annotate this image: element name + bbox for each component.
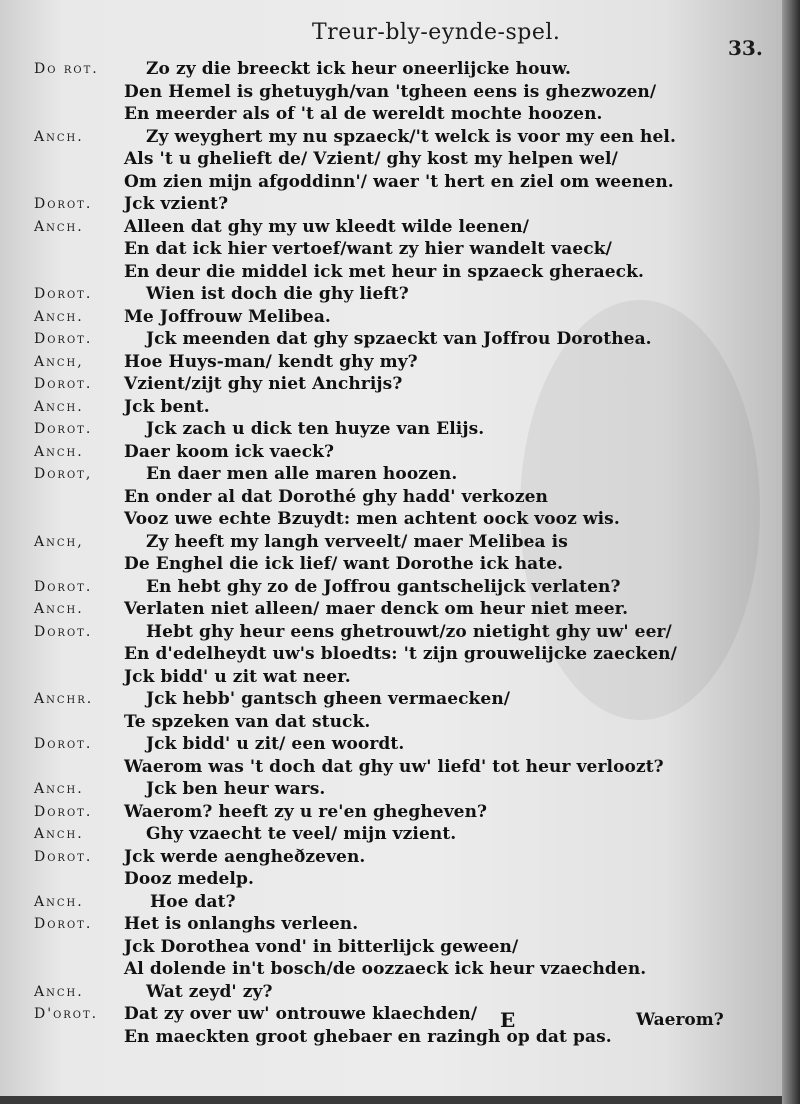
speaker-name: Anch,	[34, 533, 84, 550]
verse-text: Jck hebb' gantsch gheen vermaecken/	[146, 689, 511, 709]
verse-line	[0, 171, 782, 194]
verse-line	[0, 801, 782, 824]
speaker-name: Anch.	[34, 218, 84, 235]
verse-text: Alleen dat ghy my uw kleedt wilde leenen/	[124, 216, 530, 237]
speaker-name: Anch.	[34, 781, 84, 797]
catchword: Waerom?	[636, 1010, 724, 1030]
verse-line	[0, 373, 782, 396]
verse-text: De Enghel die ick lief/ want Dorothe ick hate.	[124, 554, 564, 574]
verse-text: En deur die middel ick met heur in spzaeck gheraeck.	[124, 261, 644, 282]
verse-text: Hoe dat?	[150, 891, 236, 912]
verse-text: En dat ick hier vertoef/want zy hier wandelt vaeck/	[124, 239, 612, 259]
verse-line	[0, 103, 782, 126]
verse-text: Zy heeft my langh verveelt/ maer Melibea is	[146, 531, 568, 552]
verse-line	[0, 553, 782, 576]
verse-line	[0, 306, 782, 329]
speaker-name: Dorot.	[34, 286, 93, 302]
verse-text: Waerom was 't doch dat ghy uw' liefd' tot heur verloozt?	[124, 756, 664, 777]
verse-line	[0, 936, 782, 959]
verse-line	[0, 463, 782, 486]
verse-text: En maeckten groot ghebaer en razingh op dat pas.	[124, 1026, 612, 1047]
verse-text: Den Hemel is ghetuygh/van 'tgheen eens is ghezwozen/	[124, 81, 657, 102]
speaker-name: Anch,	[34, 353, 84, 370]
book-edge-shadow	[782, 0, 800, 1104]
verse-text: Te spzeken van dat stuck.	[124, 711, 371, 732]
signature-mark: E	[500, 1008, 516, 1032]
verse-line	[0, 216, 782, 239]
speaker-name: Do rot.	[34, 61, 99, 77]
verse-line	[0, 688, 782, 711]
speaker-name: Dorot.	[34, 196, 93, 212]
verse-line	[0, 666, 782, 689]
verse-line	[0, 441, 782, 464]
verse-text: Het is onlanghs verleen.	[124, 914, 359, 934]
verse-text: Verlaten niet alleen/ maer denck om heur niet meer.	[124, 599, 629, 619]
verse-text: Jck vzient?	[124, 194, 229, 214]
verse-line	[0, 891, 782, 914]
speaker-name: Dorot.	[34, 376, 93, 392]
verse-text: Jck zach u dick ten huyze van Elijs.	[146, 419, 485, 439]
verse-text: Me Joffrouw Melibea.	[124, 306, 331, 327]
verse-text: Jck Dorothea vond' in bitterlijck geween/	[124, 936, 519, 957]
verse-line	[0, 351, 782, 374]
running-title: Treur-bly-eynde-spel.	[312, 20, 561, 45]
verse-text: Daer koom ick vaeck?	[124, 441, 335, 462]
page-number: 33.	[728, 36, 763, 60]
verse-text: Al dolende in't bosch/de oozzaeck ick heur vzaechden.	[124, 959, 647, 979]
speaker-name: Dorot.	[34, 623, 93, 640]
verse-text: Vooz uwe echte Bzuydt: men achtent oock vooz wis.	[124, 509, 620, 529]
verse-line	[0, 823, 782, 846]
verse-text: Zy weyghert my nu spzaeck/'t welck is voor my een hel.	[146, 126, 676, 147]
verse-line	[0, 778, 782, 801]
verse-text: Dat zy over uw' ontrouwe klaechden/	[124, 1004, 478, 1024]
play-text	[0, 58, 782, 1048]
verse-text: Wat zeyd' zy?	[146, 981, 273, 1002]
verse-line	[0, 598, 782, 621]
verse-line	[0, 81, 782, 104]
verse-text: Wien ist doch die ghy lieft?	[146, 284, 409, 304]
verse-text: Jck ben heur wars.	[146, 779, 326, 799]
verse-line	[0, 126, 782, 149]
speaker-name: Dorot.	[34, 578, 93, 595]
verse-line	[0, 846, 782, 869]
verse-text: Jck bidd' u zit wat neer.	[124, 666, 351, 687]
verse-line	[0, 733, 782, 756]
verse-line	[0, 913, 782, 936]
speaker-name: Anch.	[34, 308, 84, 325]
speaker-name: Anch.	[34, 398, 84, 415]
speaker-name: Dorot.	[34, 848, 93, 865]
verse-line	[0, 486, 782, 509]
verse-line	[0, 193, 782, 216]
verse-line	[0, 643, 782, 666]
verse-text: Als 't u ghelieft de/ Vzient/ ghy kost my helpen wel/	[124, 149, 618, 169]
verse-line	[0, 148, 782, 171]
speaker-name: Anch.	[34, 601, 84, 617]
verse-line	[0, 261, 782, 284]
verse-line	[0, 418, 782, 441]
verse-line	[0, 283, 782, 306]
speaker-name: Dorot.	[34, 736, 93, 752]
verse-text: Dooz medelp.	[124, 869, 254, 889]
verse-line	[0, 531, 782, 554]
speaker-name: D'orot.	[34, 1006, 99, 1022]
verse-text: Vzient/zijt ghy niet Anchrijs?	[124, 374, 403, 394]
verse-line	[0, 58, 782, 81]
verse-text: Waerom? heeft zy u re'en ghegheven?	[124, 801, 488, 822]
verse-line	[0, 508, 782, 531]
verse-text: Om zien mijn afgoddinn'/ waer 't hert en ziel om weenen.	[124, 171, 674, 192]
verse-text: Jck bent.	[124, 396, 210, 417]
verse-text: En d'edelheydt uw's bloedts: 't zijn grouwelijcke zaecken/	[124, 644, 677, 664]
verse-line	[0, 981, 782, 1004]
verse-line	[0, 958, 782, 981]
page-header	[0, 12, 782, 60]
speaker-name: Dorot.	[34, 803, 93, 820]
verse-text: En hebt ghy zo de Joffrou gantschelijck verlaten?	[146, 576, 621, 597]
speaker-name: Anch.	[34, 128, 84, 145]
speaker-name: Dorot.	[34, 421, 93, 437]
speaker-name: Anch.	[34, 983, 84, 1000]
verse-line	[0, 868, 782, 891]
speaker-name: Anchr.	[34, 691, 94, 707]
verse-text: Hoe Huys-man/ kendt ghy my?	[124, 351, 418, 372]
verse-text: Jck werde aengheðzeven.	[124, 846, 366, 867]
verse-line	[0, 621, 782, 644]
verse-text: En meerder als of 't al de wereldt mochte hoozen.	[124, 104, 603, 124]
verse-line	[0, 328, 782, 351]
verse-line	[0, 576, 782, 599]
verse-text: Ghy vzaecht te veel/ mijn vzient.	[146, 824, 457, 844]
verse-line	[0, 238, 782, 261]
speaker-name: Anch.	[34, 443, 84, 460]
verse-text: En daer men alle maren hoozen.	[146, 464, 458, 484]
verse-text: En onder al dat Dorothé ghy hadd' verkozen	[124, 486, 549, 507]
verse-text: Jck meenden dat ghy spzaeckt van Joffrou Dorothea.	[146, 329, 652, 349]
speaker-name: Dorot.	[34, 331, 93, 347]
speaker-name: Anch.	[34, 893, 84, 910]
speaker-name: Dorot,	[34, 466, 93, 482]
page-footer	[0, 1008, 782, 1038]
verse-line	[0, 711, 782, 734]
verse-text: Zo zy die breeckt ick heur oneerlijcke houw.	[146, 59, 572, 79]
verse-line	[0, 756, 782, 779]
verse-text: Jck bidd' u zit/ een woordt.	[146, 734, 405, 754]
speaker-name: Anch.	[34, 826, 84, 842]
speaker-name: Dorot.	[34, 916, 93, 932]
verse-line	[0, 396, 782, 419]
verse-text: Hebt ghy heur eens ghetrouwt/zo nietight ghy uw' eer/	[146, 621, 672, 642]
